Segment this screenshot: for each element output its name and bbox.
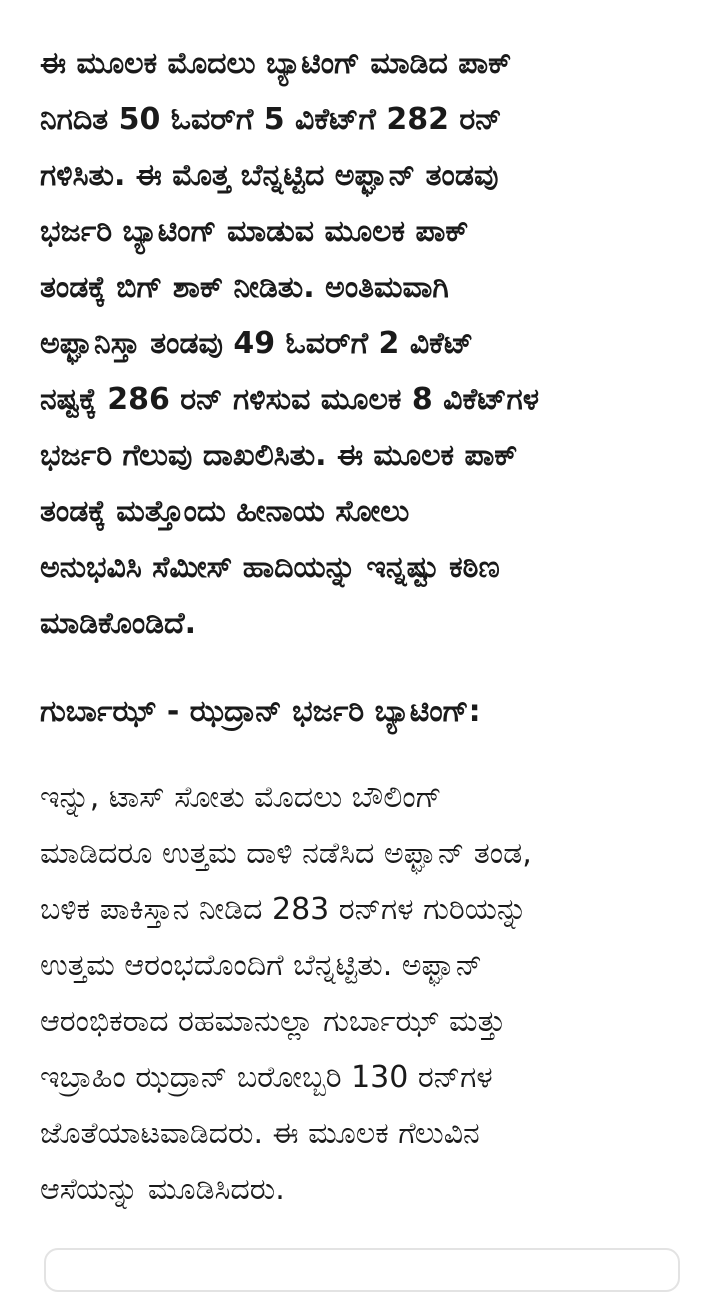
intro-line: ನಷ್ಟಕ್ಕೆ 286 ರನ್ ಗಳಿಸುವ ಮೂಲಕ 8 ವಿಕೆಟ್‌ಗಳ: [40, 382, 540, 417]
intro-line: ಅನುಭವಿಸಿ ಸೆಮೀಸ್ ಹಾದಿಯನ್ನು ಇನ್ನಷ್ಟು ಕಠಿಣ: [40, 550, 500, 585]
intro-line: ಭರ್ಜರಿ ಗೆಲುವು ದಾಖಲಿಸಿತು. ಈ ಮೂಲಕ ಪಾಕ್: [40, 438, 518, 473]
intro-line: ನಿಗದಿತ 50 ಓವರ್‌ಗೆ 5 ವಿಕೆಟ್‌ಗೆ 282 ರನ್: [40, 102, 502, 137]
next-card-edge: [44, 1248, 680, 1292]
body-line: ಆರಂಭಿಕರಾದ ರಹಮಾನುಲ್ಲಾ ಗುರ್ಬಾಝ್ ಮತ್ತು: [40, 1004, 506, 1039]
intro-line: ಮಾಡಿಕೊಂಡಿದೆ.: [40, 606, 197, 641]
body-line: ಉತ್ತಮ ಆರಂಭದೊಂದಿಗೆ ಬೆನ್ನಟ್ಟಿತು. ಅಫ್ಘಾನ್: [40, 948, 483, 983]
article-body: [40, 36, 680, 1218]
intro-line: ಗಳಿಸಿತು. ಈ ಮೊತ್ತ ಬೆನ್ನಟ್ಟಿದ ಅಫ್ಘಾನ್ ತಂಡವು: [40, 158, 499, 193]
intro-paragraph: [40, 36, 680, 652]
body-line: ಜೊತೆಯಾಟವಾಡಿದರು. ಈ ಮೂಲಕ ಗೆಲುವಿನ: [40, 1116, 480, 1151]
body-line: ಆಸೆಯನ್ನು ಮೂಡಿಸಿದರು.: [40, 1172, 285, 1207]
body-line: ಬಳಿಕ ಪಾಕಿಸ್ತಾನ ನೀಡಿದ 283 ರನ್‌ಗಳ ಗುರಿಯನ್ನು: [40, 892, 528, 927]
body-line: ಇಬ್ರಾಹಿಂ ಝದ್ರಾನ್ ಬರೋಬ್ಬರಿ 130 ರನ್‌ಗಳ: [40, 1060, 493, 1095]
body-line: ಮಾಡಿದರೂ ಉತ್ತಮ ದಾಳಿ ನಡೆಸಿದ ಅಫ್ಘಾನ್ ತಂಡ,: [40, 836, 532, 871]
intro-line: ಭರ್ಜರಿ ಬ್ಯಾಟಿಂಗ್ ಮಾಡುವ ಮೂಲಕ ಪಾಕ್: [40, 214, 469, 249]
intro-line: ಅಫ್ಘಾನಿಸ್ತಾ ತಂಡವು 49 ಓವರ್‌ಗೆ 2 ವಿಕೆಟ್: [40, 326, 474, 361]
body-paragraph: [40, 770, 680, 1218]
intro-line: ತಂಡಕ್ಕೆ ಬಿಗ್ ಶಾಕ್ ನೀಡಿತು. ಅಂತಿಮವಾಗಿ: [40, 270, 449, 305]
body-line: ಇನ್ನು, ಟಾಸ್ ಸೋತು ಮೊದಲು ಬೌಲಿಂಗ್: [40, 780, 442, 815]
intro-line: ಈ ಮೂಲಕ ಮೊದಲು ಬ್ಯಾಟಿಂಗ್ ಮಾಡಿದ ಪಾಕ್: [40, 46, 512, 81]
intro-line: ತಂಡಕ್ಕೆ ಮತ್ತೊಂದು ಹೀನಾಯ ಸೋಲು: [40, 494, 410, 529]
section-heading: ಗುರ್ಬಾಝ್ - ಝದ್ರಾನ್ ಭರ್ಜರಿ ಬ್ಯಾಟಿಂಗ್:: [40, 694, 481, 729]
